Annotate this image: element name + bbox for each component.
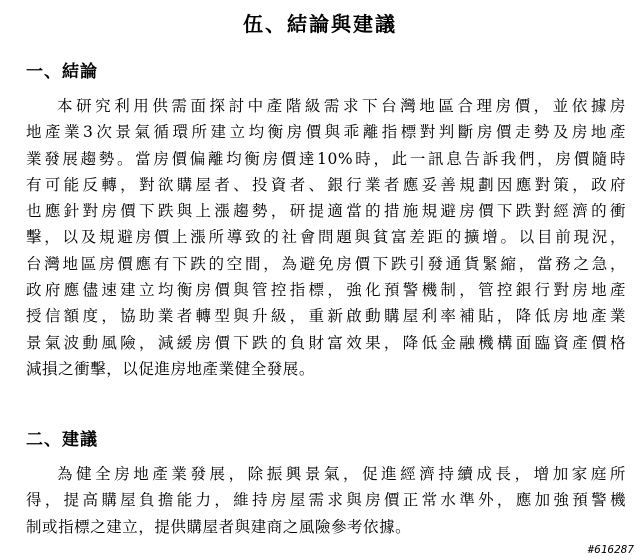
paragraph-line: 也應針對房價下跌與上漲趨勢，研提適當的措施規避房價下跌對經濟的衝 — [26, 202, 626, 221]
paragraph-line: 為健全房地產業發展，除振興景氣，促進經濟持續成長，增加家庭所 — [57, 465, 626, 483]
paragraph-line: 景氣波動風險，減緩房價下跌的負財富效果，降低金融機構面臨資產價格 — [26, 333, 626, 352]
section-heading-recommendations: 二、建議 — [26, 430, 98, 450]
paragraph-line: 減損之衝擊，以促進房地產業健全發展。 — [26, 359, 315, 378]
paragraph-line: 業發展趨勢。當房價偏離均衡房價達10%時，此一訊息告訴我們，房價隨時 — [26, 149, 626, 168]
paragraph-line: 有可能反轉，對欲購屋者、投資者、銀行業者應妥善規劃因應對策，政府 — [26, 175, 626, 194]
page-title: 伍、結論與建議 — [243, 12, 397, 36]
paragraph-line: 台灣地區房價應有下跌的空間，為避免房價下跌引發通貨緊縮，當務之急， — [26, 254, 626, 273]
paragraph-line: 授信額度，協助業者轉型與升級，重新啟動購屋利率補貼，降低房地產業 — [26, 307, 626, 326]
recommendations-paragraph — [26, 461, 626, 540]
watermark-id: #616287 — [587, 543, 634, 556]
paragraph-line: 地產業3次景氣循環所建立均衡房價與乖離指標對判斷房價走勢及房地產 — [26, 123, 626, 142]
paragraph-line: 得，提高購屋負擔能力，維持房屋需求與房價正常水準外，應加強預警機 — [26, 491, 626, 510]
conclusion-paragraph — [26, 93, 626, 382]
paragraph-line: 制或指標之建立，提供購屋者與建商之風險參考依據。 — [26, 517, 412, 536]
section-heading-conclusion: 一、結論 — [26, 62, 98, 82]
paragraph-line: 政府應儘速建立均衡房價與管控指標，強化預警機制，管控銀行對房地產 — [26, 281, 626, 300]
paragraph-line: 擊，以及規避房價上漲所導致的社會問題與貧富差距的擴增。以目前現況， — [26, 228, 626, 247]
paragraph-line: 本研究利用供需面探討中產階級需求下台灣地區合理房價，並依據房 — [57, 97, 626, 115]
